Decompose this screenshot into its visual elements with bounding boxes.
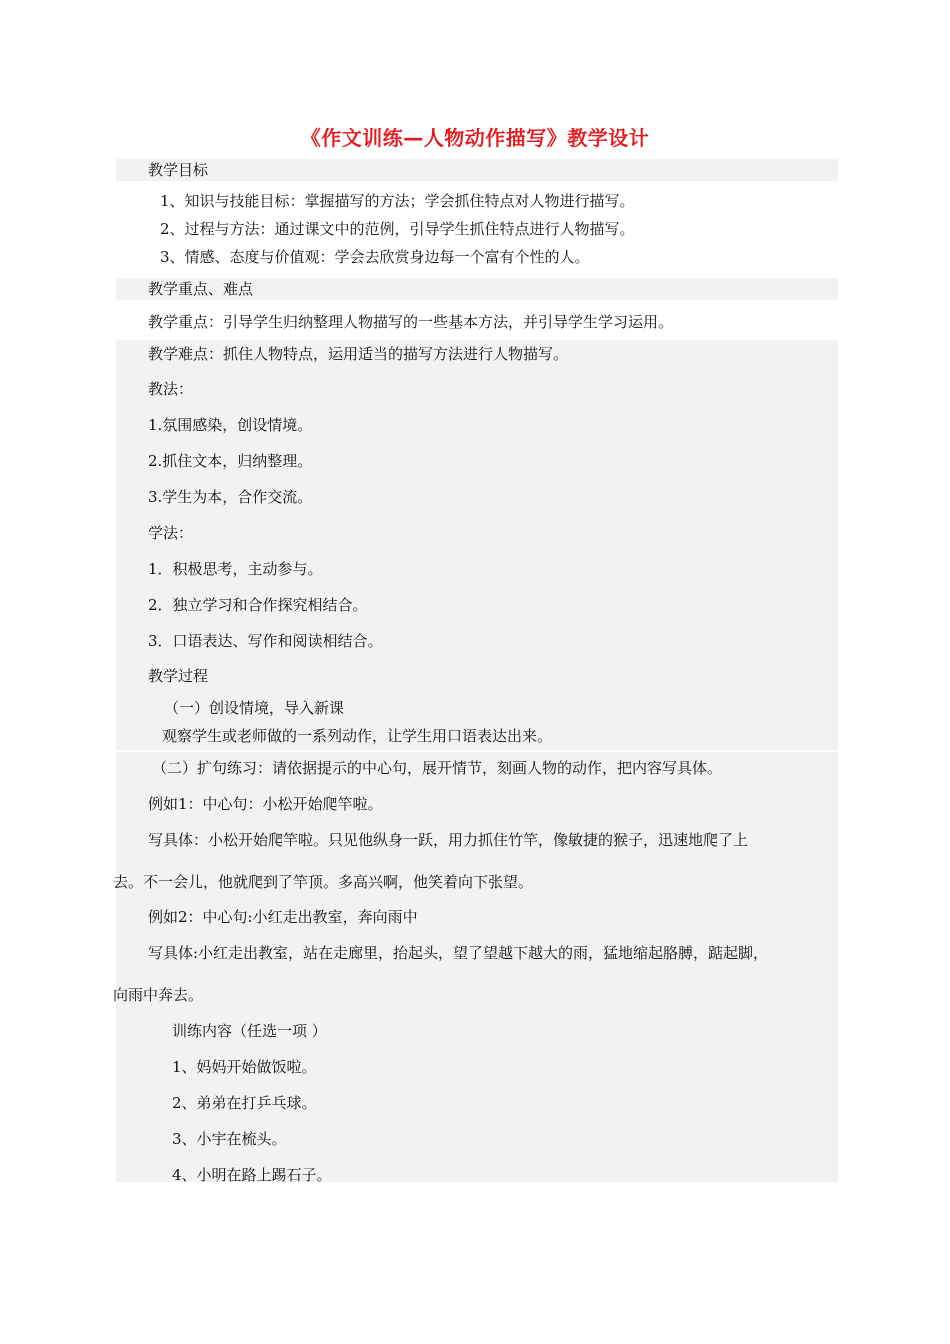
text-line: 例如1：中心句：小松开始爬竿啦。	[148, 795, 383, 813]
text-line: 观察学生或老师做的一系列动作，让学生用口语表达出来。	[162, 727, 553, 745]
text-line: 写具体:小红走出教室，站在走廊里，抬起头，望了望越下越大的雨，猛地缩起胳膊，踮起脚，	[148, 944, 769, 962]
section-heading: 教法：	[148, 380, 194, 398]
text-line: 1、知识与技能目标：掌握描写的方法；学会抓住特点对人物进行描写。	[160, 192, 635, 210]
text-line: 2、过程与方法：通过课文中的范例，引导学生抓住特点进行人物描写。	[160, 220, 635, 238]
text-line: 1．积极思考，主动参与。	[148, 560, 323, 578]
page-title: 《作文训练—人物动作描写》教学设计	[300, 126, 650, 150]
text-line: 例如2：中心句:小红走出教室，奔向雨中	[148, 908, 418, 926]
list-item: 3、小宇在梳头。	[172, 1130, 287, 1148]
text-line: 1.氛围感染，创设情境。	[148, 416, 313, 434]
section-heading: 学法：	[148, 524, 194, 542]
text-line: 3．口语表达、写作和阅读相结合。	[148, 632, 383, 650]
list-item: 4、小明在路上踢石子。	[172, 1166, 332, 1184]
text-line: 训练内容（任选一项 ）	[172, 1022, 327, 1040]
section-heading: 教学重点、难点	[148, 280, 254, 298]
list-item: 1、妈妈开始做饭啦。	[172, 1058, 317, 1076]
text-line: 去。不一会儿，他就爬到了竿顶。多高兴啊，他笑着向下张望。	[113, 873, 534, 891]
text-line: 向雨中奔去。	[113, 986, 204, 1004]
text-line: （一）创设情境，导入新课	[164, 699, 345, 717]
text-line: 教学重点：引导学生归纳整理人物描写的一些基本方法，并引导学生学习运用。	[148, 313, 674, 331]
section-heading: 教学目标	[148, 161, 209, 179]
list-item: 2、弟弟在打乒乓球。	[172, 1094, 317, 1112]
text-line: 教学难点：抓住人物特点，运用适当的描写方法进行人物描写。	[148, 345, 569, 363]
text-line: （二）扩句练习：请依据提示的中心句，展开情节，刻画人物的动作，把内容写具体。	[152, 759, 723, 777]
text-line: 3、情感、态度与价值观：学会去欣赏身边每一个富有个性的人。	[160, 248, 590, 266]
text-line: 2．独立学习和合作探究相结合。	[148, 596, 368, 614]
text-line: 2.抓住文本，归纳整理。	[148, 452, 313, 470]
shade-band	[116, 752, 838, 1182]
section-heading: 教学过程	[148, 667, 209, 685]
shade-band	[116, 159, 838, 181]
text-line: 3.学生为本，合作交流。	[148, 488, 313, 506]
text-line: 写具体：小松开始爬竿啦。只见他纵身一跃，用力抓住竹竿，像敏捷的猴子，迅速地爬了上	[148, 831, 749, 849]
